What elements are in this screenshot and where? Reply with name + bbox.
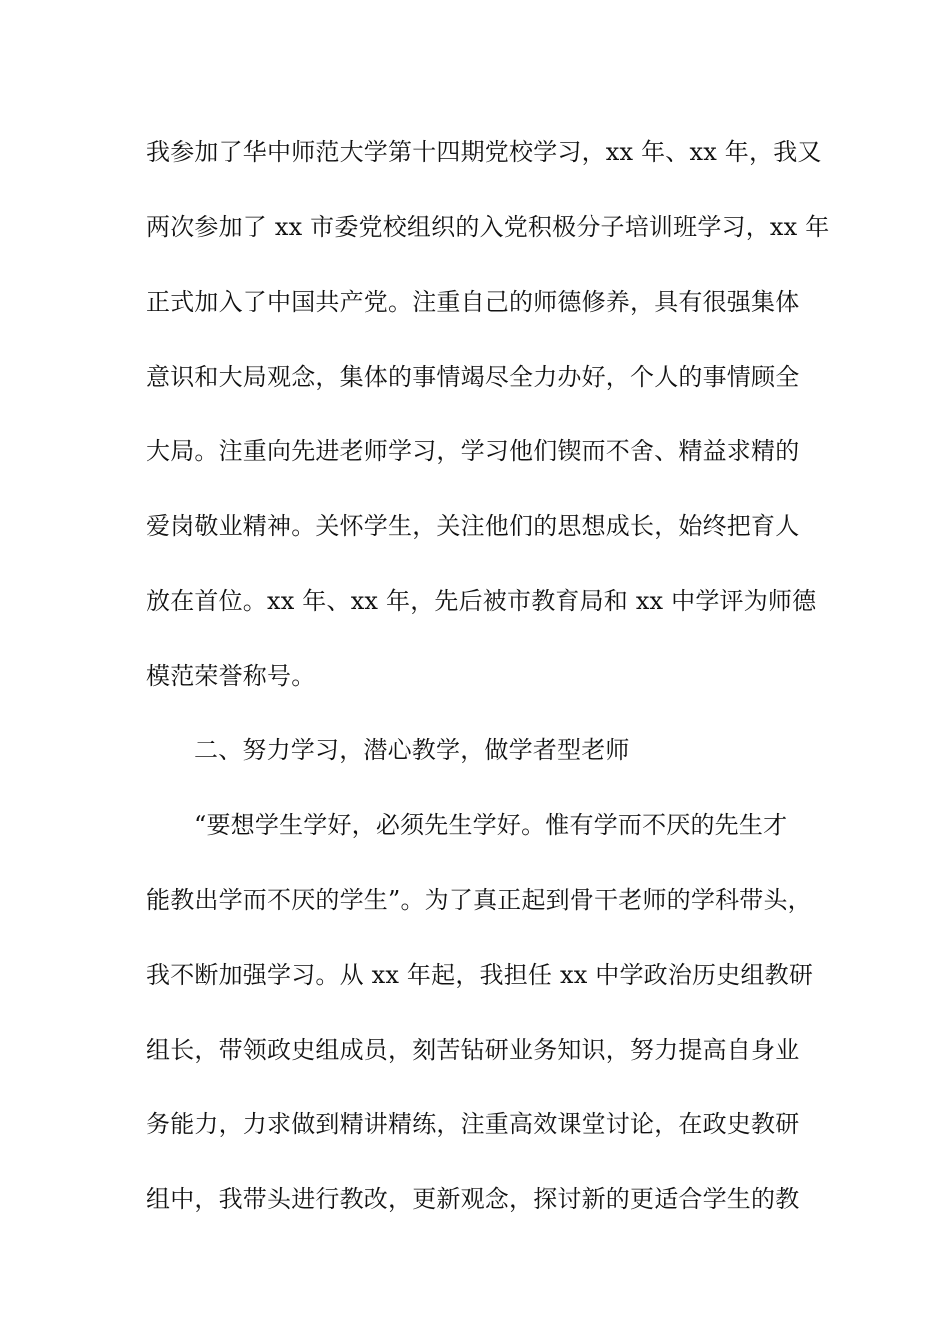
text-line: 我参加了华中师范大学第十四期党校学习，xx 年、xx 年，我又	[146, 138, 822, 166]
text-line: “要想学生学好，必须先生学好。惟有学而不厌的先生才	[194, 811, 788, 839]
text-line: 能教出学而不厌的学生”。为了真正起到骨干老师的学科带头，	[146, 886, 812, 914]
text-line: 放在首位。xx 年、xx 年，先后被市教育局和 xx 中学评为师德	[146, 587, 817, 615]
text-line: 意识和大局观念，集体的事情竭尽全力办好，个人的事情顾全	[146, 363, 800, 391]
text-line: 正式加入了中国共产党。注重自己的师德修养，具有很强集体	[146, 288, 800, 316]
text-line: 组中，我带头进行教改，更新观念，探讨新的更适合学生的教	[146, 1185, 800, 1213]
text-line: 模范荣誉称号。	[146, 662, 316, 690]
text-line: 组长，带领政史组成员，刻苦钻研业务知识，努力提高自身业	[146, 1036, 800, 1064]
section-heading: 二、努力学习，潜心教学，做学者型老师	[194, 736, 630, 764]
text-line: 大局。注重向先进老师学习，学习他们锲而不舍、精益求精的	[146, 437, 800, 465]
text-line: 爱岗敬业精神。关怀学生，关注他们的思想成长，始终把育人	[146, 512, 800, 540]
text-line: 务能力，力求做到精讲精练，注重高效课堂讨论，在政史教研	[146, 1110, 800, 1138]
text-line: 两次参加了 xx 市委党校组织的入党积极分子培训班学习，xx 年	[146, 213, 830, 241]
text-line: 我不断加强学习。从 xx 年起，我担任 xx 中学政治历史组教研	[146, 961, 814, 989]
